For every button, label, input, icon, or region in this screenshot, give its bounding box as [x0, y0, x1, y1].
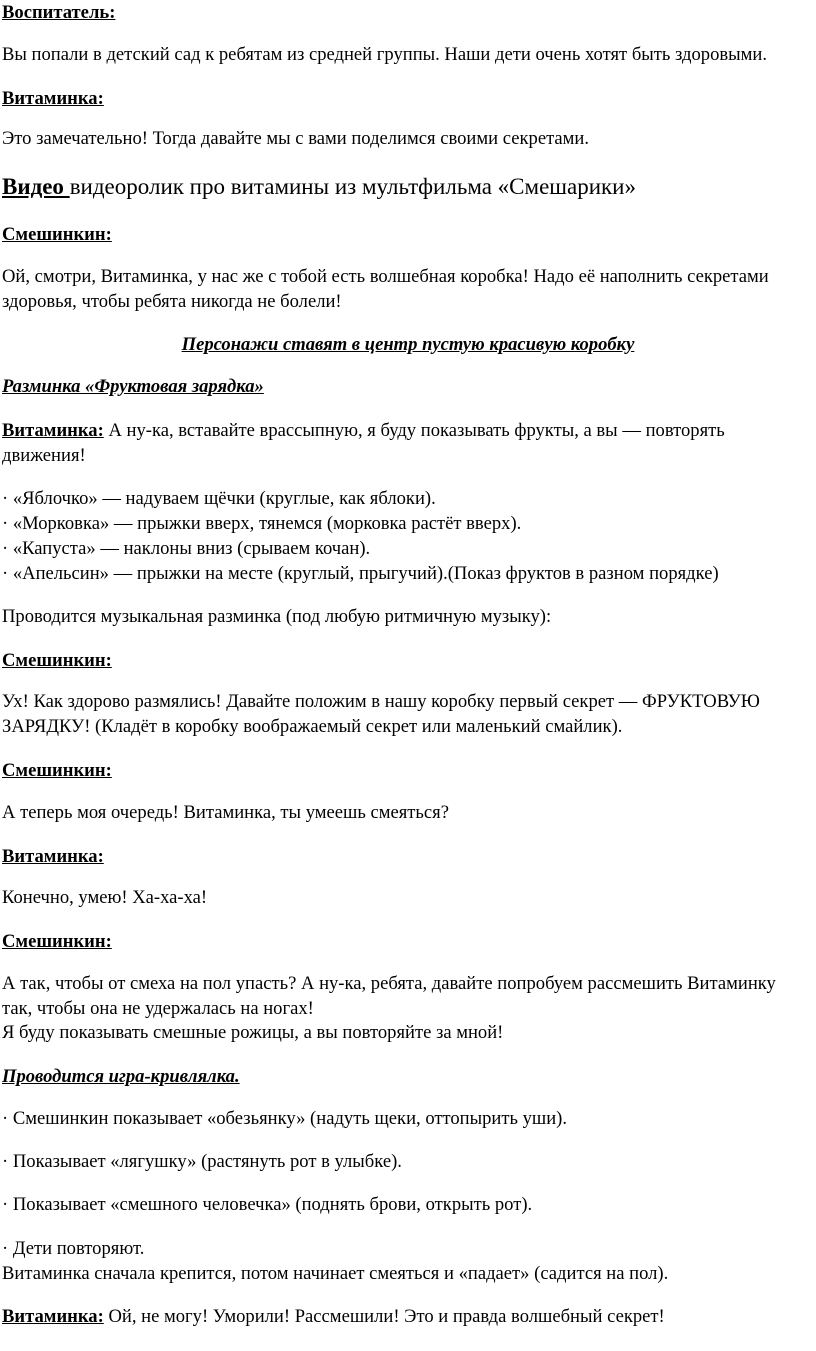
list-item: · «Апельсин» — прыжки на месте (круглый, прыгучий).(Показ фруктов в разном порядке) [2, 563, 719, 584]
paragraph-line: здоровья, чтобы ребята никогда не болели! [2, 291, 342, 312]
paragraph-line: Это замечательно! Тогда давайте мы с вами поделимся своими секретами. [2, 128, 590, 149]
dialogue-text: А ну-ка, вставайте врассыпную, я буду показывать фрукты, а вы — повторять [103, 420, 725, 441]
dialogue-text: Ой, не могу! Уморили! Рассмешили! Это и правда волшебный секрет! [103, 1306, 665, 1327]
list-item: · «Морковка» — прыжки вверх, тянемся (морковка растёт вверх). [2, 513, 522, 534]
video-line [2, 173, 636, 201]
speaker-vitaminka: Витаминка: [2, 1306, 104, 1327]
paragraph-line: Ой, смотри, Витаминка, у нас же с тобой есть волшебная коробка! Надо её наполнить секретами [2, 266, 769, 287]
speaker-vitaminka: Витаминка: [2, 420, 104, 441]
list-item: · «Капуста» — наклоны вниз (срываем кочан). [2, 538, 371, 559]
list-item: · «Яблочко» — надуваем щёчки (круглые, как яблоки). [2, 488, 436, 509]
paragraph-line: А теперь моя очередь! Витаминка, ты умеешь смеяться? [2, 802, 449, 823]
paragraph-line: так, чтобы она не удержалась на ногах! [2, 998, 314, 1019]
list-item: · Показывает «смешного человечка» (поднять брови, открыть рот). [2, 1194, 533, 1215]
paragraph-line: движения! [2, 445, 86, 466]
paragraph-line: Проводится музыкальная разминка (под любую ритмичную музыку): [2, 606, 552, 627]
list-item: · Показывает «лягушку» (растянуть рот в улыбке). [2, 1151, 402, 1172]
speaker-smeshinkin: Смешинкин: [2, 760, 112, 781]
section-heading: Проводится игра-кривлялка. [2, 1066, 240, 1087]
dialogue-line [2, 1305, 665, 1329]
paragraph-line: Конечно, умею! Ха-ха-ха! [2, 887, 208, 908]
list-item: · Дети повторяют. [2, 1238, 145, 1259]
video-label: Видео [2, 174, 70, 199]
paragraph-line: Ух! Как здорово размялись! Давайте положим в нашу коробку первый секрет — ФРУКТОВУЮ [2, 691, 760, 712]
paragraph-line: Витаминка сначала крепится, потом начинает смеяться и «падает» (садится на пол). [2, 1263, 669, 1284]
speaker-smeshinkin: Смешинкин: [2, 931, 112, 952]
speaker-vospitatel: Воспитатель: [2, 2, 116, 23]
paragraph-line: Вы попали в детский сад к ребятам из средней группы. Наши дети очень хотят быть здоровыми. [2, 44, 768, 65]
video-description: видеоролик про витамины из мультфильма «Смешарики» [69, 174, 636, 199]
paragraph-line: Я буду показывать смешные рожицы, а вы повторяйте за мной! [2, 1022, 504, 1043]
speaker-vitaminka: Витаминка: [2, 88, 104, 109]
speaker-vitaminka: Витаминка: [2, 846, 104, 867]
section-heading: Разминка «Фруктовая зарядка» [2, 376, 264, 397]
list-item: · Смешинкин показывает «обезьянку» (надуть щеки, оттопырить уши). [2, 1108, 568, 1129]
paragraph-line: А так, чтобы от смеха на пол упасть? А ну-ка, ребята, давайте попробуем рассмешить Витаминку [2, 973, 776, 994]
dialogue-line [2, 419, 725, 443]
speaker-smeshinkin: Смешинкин: [2, 650, 112, 671]
speaker-smeshinkin: Смешинкин: [2, 224, 112, 245]
paragraph-line: ЗАРЯДКУ! (Кладёт в коробку воображаемый секрет или маленький смайлик). [2, 716, 623, 737]
stage-direction: Персонажи ставят в центр пустую красивую коробку [181, 334, 635, 355]
